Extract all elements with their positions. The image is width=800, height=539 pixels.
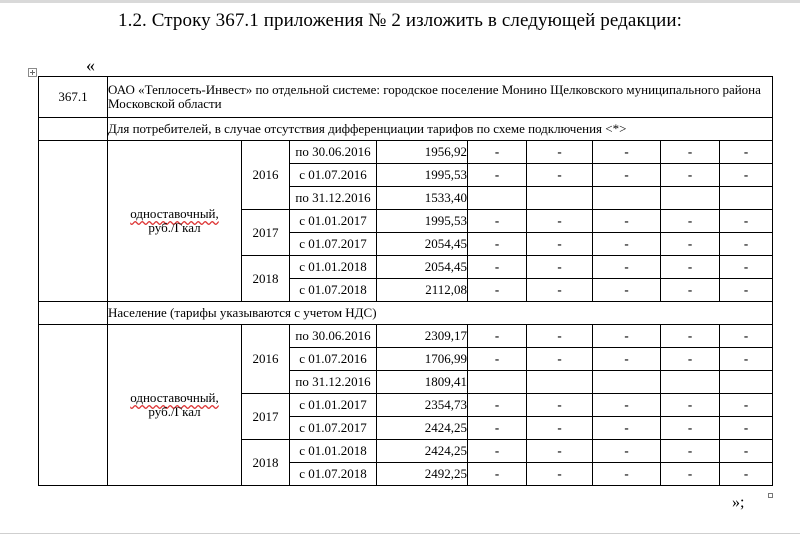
dash-cell: - xyxy=(527,463,593,486)
dash-cell: - xyxy=(720,256,773,279)
dash-cell: - xyxy=(468,141,527,164)
dash-cell: - xyxy=(661,210,720,233)
year-cell: 2016 xyxy=(242,141,290,210)
dash-cell xyxy=(527,371,593,394)
tariff-value-cell: 2054,45 xyxy=(377,233,468,256)
year-cell: 2018 xyxy=(242,256,290,302)
dash-cell: - xyxy=(661,417,720,440)
dash-cell xyxy=(720,371,773,394)
dash-cell: - xyxy=(468,440,527,463)
tariff-kind-cell xyxy=(108,325,242,486)
tariff-value-cell: 1995,53 xyxy=(377,164,468,187)
dash-cell: - xyxy=(593,463,661,486)
dash-cell: - xyxy=(593,210,661,233)
tariff-kind-cell xyxy=(108,141,242,302)
dash-cell: - xyxy=(468,256,527,279)
dash-cell: - xyxy=(720,417,773,440)
tariff-value-cell: 1956,92 xyxy=(377,141,468,164)
dash-cell: - xyxy=(720,141,773,164)
period-cell: с 01.07.2016 xyxy=(290,348,377,371)
dash-cell xyxy=(720,187,773,210)
dash-cell: - xyxy=(661,279,720,302)
dash-cell: - xyxy=(527,440,593,463)
code-blank-cell xyxy=(39,325,108,486)
tariff-kind-label: одноставочный, xyxy=(130,390,219,405)
dash-cell: - xyxy=(468,233,527,256)
document-heading: 1.2. Строку 367.1 приложения № 2 изложить в следующей редакции: xyxy=(118,10,682,31)
period-cell: по 31.12.2016 xyxy=(290,187,377,210)
dash-cell: - xyxy=(468,325,527,348)
dash-cell xyxy=(468,371,527,394)
org-row xyxy=(39,77,773,118)
section-row xyxy=(39,302,773,325)
dash-cell: - xyxy=(468,394,527,417)
tariff-value-cell: 2309,17 xyxy=(377,325,468,348)
dash-cell: - xyxy=(720,164,773,187)
dash-cell: - xyxy=(661,440,720,463)
dash-cell: - xyxy=(661,325,720,348)
page-top-edge xyxy=(0,0,800,3)
dash-cell: - xyxy=(593,279,661,302)
period-cell: с 01.07.2016 xyxy=(290,164,377,187)
dash-cell: - xyxy=(593,164,661,187)
dash-cell: - xyxy=(468,348,527,371)
dash-cell: - xyxy=(661,141,720,164)
dash-cell xyxy=(527,187,593,210)
year-cell: 2017 xyxy=(242,394,290,440)
period-cell: с 01.01.2017 xyxy=(290,394,377,417)
dash-cell: - xyxy=(527,279,593,302)
dash-cell: - xyxy=(468,210,527,233)
year-cell: 2016 xyxy=(242,325,290,394)
period-cell: с 01.01.2018 xyxy=(290,256,377,279)
period-cell: с 01.07.2017 xyxy=(290,417,377,440)
dash-cell: - xyxy=(527,417,593,440)
tariff-value-cell: 1809,41 xyxy=(377,371,468,394)
dash-cell: - xyxy=(468,164,527,187)
dash-cell: - xyxy=(661,233,720,256)
dash-cell: - xyxy=(661,256,720,279)
dash-cell xyxy=(468,187,527,210)
dash-cell: - xyxy=(661,463,720,486)
dash-cell xyxy=(593,371,661,394)
dash-cell: - xyxy=(593,141,661,164)
period-cell: с 01.01.2017 xyxy=(290,210,377,233)
dash-cell: - xyxy=(593,417,661,440)
dash-cell: - xyxy=(468,417,527,440)
tariff-row xyxy=(39,325,773,348)
tariff-value-cell: 1533,40 xyxy=(377,187,468,210)
dash-cell: - xyxy=(720,394,773,417)
dash-cell: - xyxy=(527,325,593,348)
dash-cell: - xyxy=(593,440,661,463)
tariff-kind-label: одноставочный, xyxy=(130,206,219,221)
section-title: Население (тарифы указываются с учетом НДС) xyxy=(108,302,773,325)
tariff-table xyxy=(38,76,773,486)
dash-cell: - xyxy=(661,394,720,417)
tariff-value-cell: 2354,73 xyxy=(377,394,468,417)
page-bottom-edge xyxy=(0,533,800,534)
dash-cell: - xyxy=(527,394,593,417)
opening-quote: « xyxy=(86,55,95,75)
dash-cell: - xyxy=(593,394,661,417)
dash-cell: - xyxy=(468,279,527,302)
period-cell: по 30.06.2016 xyxy=(290,325,377,348)
tariff-row xyxy=(39,141,773,164)
dash-cell xyxy=(661,371,720,394)
dash-cell: - xyxy=(720,440,773,463)
year-cell: 2017 xyxy=(242,210,290,256)
dash-cell: - xyxy=(527,210,593,233)
year-cell: 2018 xyxy=(242,440,290,486)
dash-cell: - xyxy=(468,463,527,486)
dash-cell: - xyxy=(527,141,593,164)
tariff-value-cell: 2424,25 xyxy=(377,417,468,440)
tariff-value-cell: 1995,53 xyxy=(377,210,468,233)
code-blank-cell xyxy=(39,141,108,302)
section-code-cell xyxy=(39,302,108,325)
dash-cell: - xyxy=(527,164,593,187)
dash-cell xyxy=(593,187,661,210)
dash-cell: - xyxy=(527,233,593,256)
dash-cell: - xyxy=(720,325,773,348)
tariff-value-cell: 2054,45 xyxy=(377,256,468,279)
dash-cell: - xyxy=(593,233,661,256)
dash-cell: - xyxy=(527,256,593,279)
period-cell: по 30.06.2016 xyxy=(290,141,377,164)
period-cell: с 01.07.2018 xyxy=(290,463,377,486)
tariff-value-cell: 2424,25 xyxy=(377,440,468,463)
tariff-unit-label: руб./Гкал xyxy=(148,404,201,419)
dash-cell: - xyxy=(720,233,773,256)
tariff-value-cell: 2492,25 xyxy=(377,463,468,486)
table-resize-handle-icon[interactable] xyxy=(768,493,773,498)
section-title: Для потребителей, в случае отсутствия дифференциации тарифов по схеме подключения <*> xyxy=(108,118,773,141)
row-code: 367.1 xyxy=(39,77,108,118)
section-row xyxy=(39,118,773,141)
org-description: ОАО «Теплосеть-Инвест» по отдельной системе: городское поселение Монино Щелковского муниципального района Московской области xyxy=(108,77,773,118)
dash-cell: - xyxy=(661,164,720,187)
dash-cell: - xyxy=(593,325,661,348)
dash-cell: - xyxy=(720,279,773,302)
dash-cell: - xyxy=(593,348,661,371)
period-cell: по 31.12.2016 xyxy=(290,371,377,394)
period-cell: с 01.07.2017 xyxy=(290,233,377,256)
dash-cell: - xyxy=(661,348,720,371)
dash-cell: - xyxy=(720,210,773,233)
period-cell: с 01.07.2018 xyxy=(290,279,377,302)
tariff-table-body xyxy=(39,77,773,486)
period-cell: с 01.01.2018 xyxy=(290,440,377,463)
tariff-unit-label: руб./Гкал xyxy=(148,220,201,235)
dash-cell xyxy=(661,187,720,210)
dash-cell: - xyxy=(720,348,773,371)
tariff-value-cell: 2112,08 xyxy=(377,279,468,302)
table-move-handle-icon[interactable] xyxy=(28,68,37,77)
dash-cell: - xyxy=(527,348,593,371)
closing-quote: »; xyxy=(732,494,745,511)
dash-cell: - xyxy=(720,463,773,486)
dash-cell: - xyxy=(593,256,661,279)
tariff-value-cell: 1706,99 xyxy=(377,348,468,371)
section-code-cell xyxy=(39,118,108,141)
